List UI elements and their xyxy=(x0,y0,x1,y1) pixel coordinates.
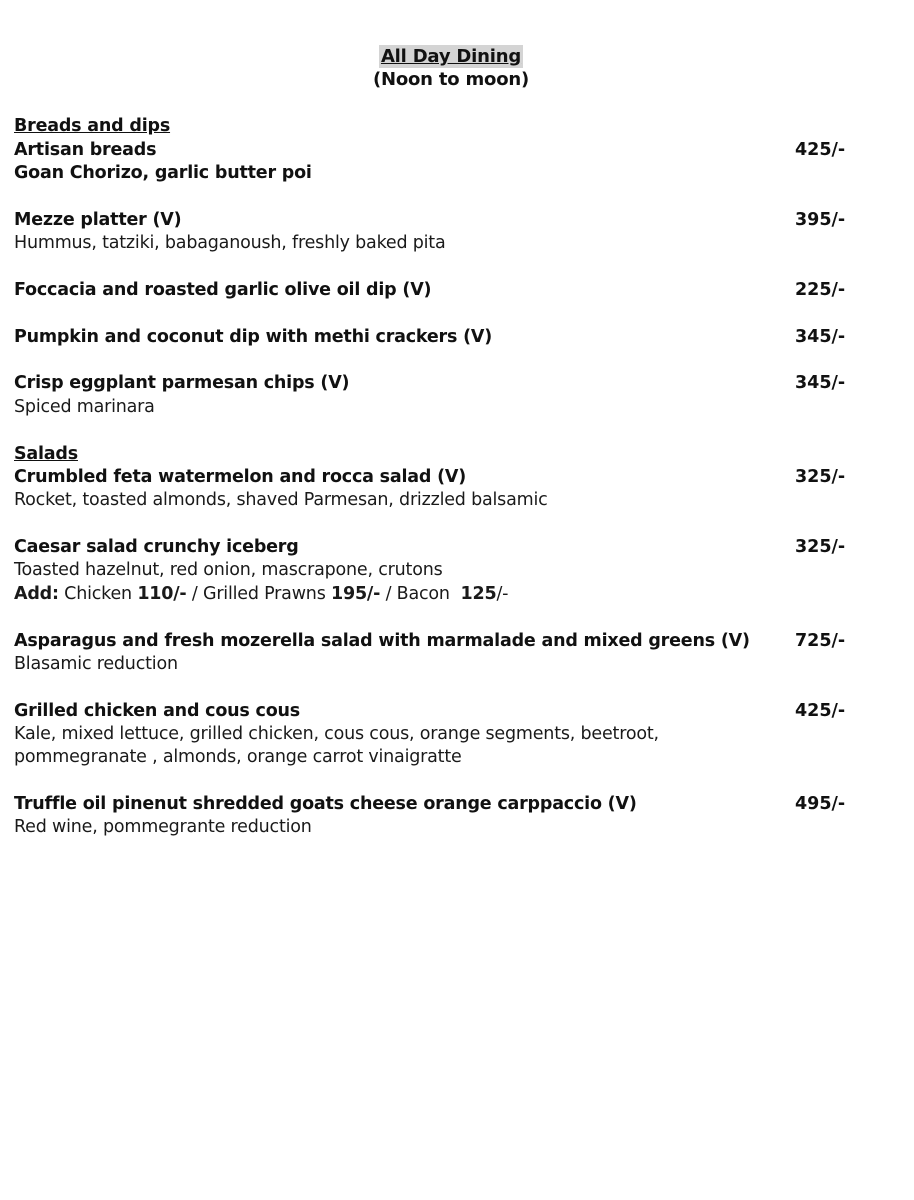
item-description: Spiced marinara xyxy=(14,397,155,417)
item-name: Truffle oil pinenut shredded goats cheese orange carppaccio (V) xyxy=(14,794,637,814)
item-description: Hummus, tatziki, babaganoush, freshly baked pita xyxy=(14,233,446,253)
item-price: 325/- xyxy=(795,537,846,557)
addon-chicken-label: Chicken xyxy=(64,584,132,604)
section-heading-breads: Breads and dips xyxy=(14,116,171,136)
addon-bacon-label: Bacon xyxy=(396,584,450,604)
item-name: Crumbled feta watermelon and rocca salad (V) xyxy=(14,467,467,487)
item-name: Asparagus and fresh mozerella salad with marmalade and mixed greens (V) xyxy=(14,631,750,651)
item-description: Toasted hazelnut, red onion, mascrapone, crutons xyxy=(14,560,443,580)
item-name: Artisan breads xyxy=(14,140,157,160)
item-description-cont: pommegranate , almonds, orange carrot vinaigratte xyxy=(14,747,462,767)
item-name: Mezze platter (V) xyxy=(14,210,182,230)
item-description: Kale, mixed lettuce, grilled chicken, cous cous, orange segments, beetroot, xyxy=(14,724,659,744)
item-price: 425/- xyxy=(795,701,846,721)
item-price: 395/- xyxy=(795,210,846,230)
item-description: Rocket, toasted almonds, shaved Parmesan, drizzled balsamic xyxy=(14,490,548,510)
item-description: Blasamic reduction xyxy=(14,654,178,674)
page-subtitle: (Noon to moon) xyxy=(372,69,530,90)
item-name: Crisp eggplant parmesan chips (V) xyxy=(14,373,350,393)
item-addons xyxy=(14,583,508,606)
addon-bacon-suffix: /- xyxy=(496,584,509,604)
item-price: 325/- xyxy=(795,467,846,487)
item-price: 345/- xyxy=(795,327,846,347)
item-price: 725/- xyxy=(795,631,846,651)
addon-prawns-label: Grilled Prawns xyxy=(202,584,326,604)
item-name: Foccacia and roasted garlic olive oil dip (V) xyxy=(14,280,432,300)
page-title: All Day Dining xyxy=(380,46,522,67)
item-price: 495/- xyxy=(795,794,846,814)
item-price: 225/- xyxy=(795,280,846,300)
addon-prawns-price: 195/- xyxy=(331,584,381,604)
addons-label: Add: xyxy=(14,584,59,604)
item-name: Grilled chicken and cous cous xyxy=(14,701,300,721)
section-heading-salads: Salads xyxy=(14,444,78,464)
addon-separator: / xyxy=(385,584,392,604)
item-name: Caesar salad crunchy iceberg xyxy=(14,537,299,557)
item-subtitle: Goan Chorizo, garlic butter poi xyxy=(14,163,312,183)
item-price: 345/- xyxy=(795,373,846,393)
addon-bacon-price: 125 xyxy=(460,584,497,604)
menu-header xyxy=(0,45,902,91)
item-name: Pumpkin and coconut dip with methi crackers (V) xyxy=(14,327,493,347)
item-price: 425/- xyxy=(795,140,846,160)
addon-separator: / xyxy=(191,584,198,604)
item-description: Red wine, pommegrante reduction xyxy=(14,817,312,837)
addon-chicken-price: 110/- xyxy=(137,584,187,604)
